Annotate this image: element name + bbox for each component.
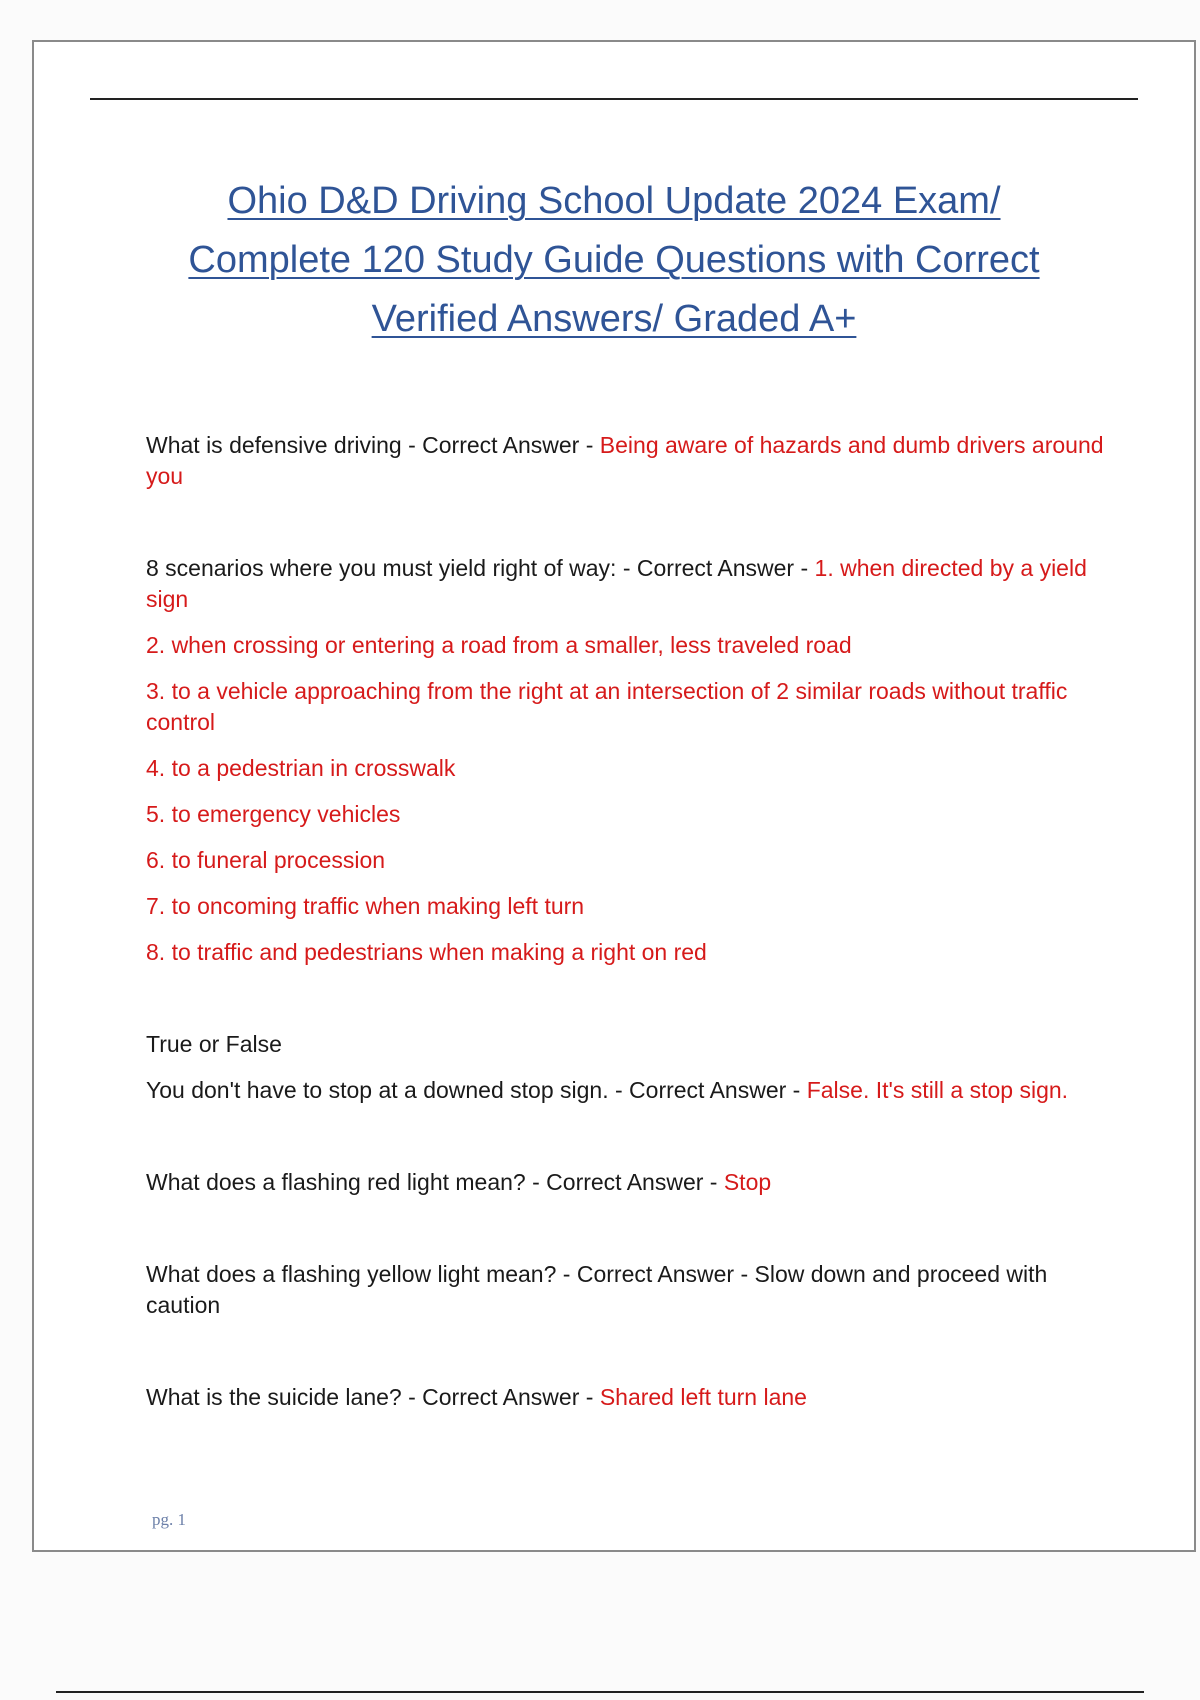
qa-item (146, 1167, 1106, 1198)
yield-list-item: 8. to traffic and pedestrians when making a right on red (146, 939, 707, 965)
answer-text: Slow down and proceed with caution (146, 1261, 1048, 1318)
page-number: pg. 1 (152, 1510, 186, 1529)
question-text: What does a flashing red light mean? (146, 1169, 526, 1195)
qa-item (146, 1259, 1106, 1321)
answer-label: - Correct Answer - (525, 1169, 724, 1195)
qa-item (146, 1075, 1106, 1106)
answer-text: 1. when directed by a yield sign (146, 555, 1087, 612)
question-text: What is defensive driving (146, 432, 402, 458)
answer-text: False. It's still a stop sign. (806, 1077, 1069, 1103)
yield-list-item: 4. to a pedestrian in crosswalk (146, 755, 456, 781)
question-text: What is the suicide lane? (146, 1384, 402, 1410)
answer-text: Shared left turn lane (599, 1384, 807, 1410)
section-heading: True or False (146, 1031, 282, 1057)
question-text: What does a flashing yellow light mean? (146, 1261, 557, 1287)
bottom-rule (56, 1691, 1144, 1693)
top-rule (90, 98, 1138, 100)
qa-content (146, 430, 1106, 1413)
yield-list-item: 3. to a vehicle approaching from the right at an intersection of 2 similar roads without traffic control (146, 678, 1068, 735)
qa-item (146, 553, 1106, 615)
question-text: You don't have to stop at a downed stop sign. (146, 1077, 609, 1103)
answer-label: - Correct Answer - (556, 1261, 755, 1287)
title-line-2: Complete 120 Study Guide Questions with Correct (188, 239, 1040, 281)
yield-list-item: 7. to oncoming traffic when making left turn (146, 893, 585, 919)
qa-item (146, 1382, 1106, 1413)
document-page (32, 40, 1196, 1552)
yield-list-item: 5. to emergency vehicles (146, 801, 401, 827)
answer-text: Stop (723, 1169, 772, 1195)
yield-list-item: 2. when crossing or entering a road from a smaller, less traveled road (146, 632, 852, 658)
question-text: 8 scenarios where you must yield right of way: (146, 555, 617, 581)
answer-label: - Correct Answer - (401, 432, 600, 458)
document-title (134, 172, 1094, 349)
answer-label: - Correct Answer - (608, 1077, 807, 1103)
title-line-1: Ohio D&D Driving School Update 2024 Exam/ (227, 180, 1001, 222)
answer-label: - Correct Answer - (616, 555, 815, 581)
qa-item (146, 430, 1106, 492)
title-line-3: Verified Answers/ Graded A+ (371, 298, 857, 340)
answer-label: - Correct Answer - (401, 1384, 600, 1410)
yield-list-item: 6. to funeral procession (146, 847, 386, 873)
answer-text: Being aware of hazards and dumb drivers around you (146, 432, 1104, 489)
